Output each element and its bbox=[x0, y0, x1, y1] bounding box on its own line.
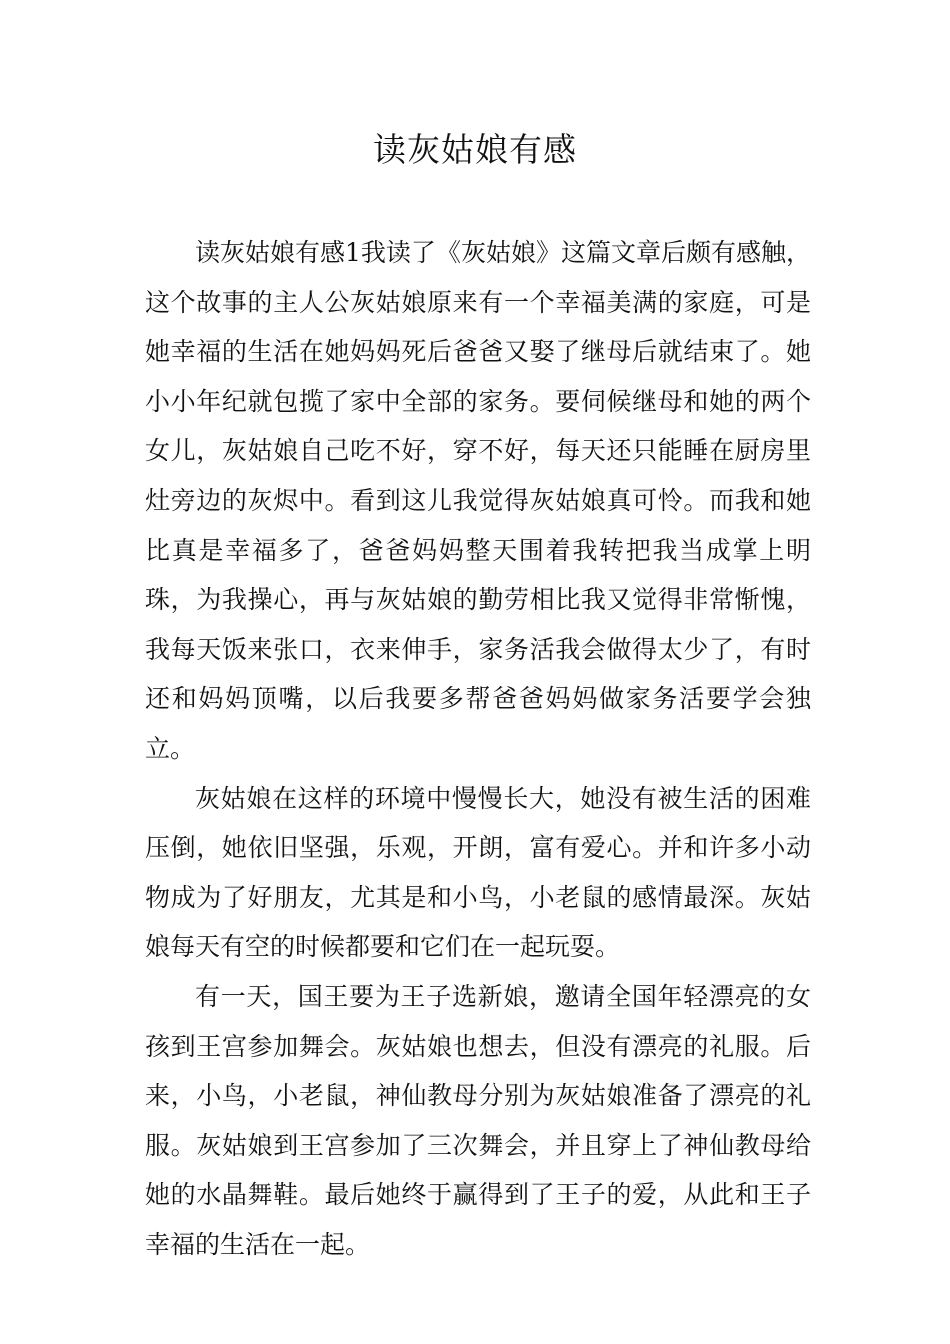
document-title: 读灰姑娘有感 bbox=[373, 130, 577, 169]
paragraph-3: 有一天，国王要为王子选新娘，邀请全国年轻漂亮的女孩到王宫参加舞会。灰姑娘也想去，但没有漂亮的礼服。后来，小鸟，小老鼠，神仙教母分别为灰姑娘准备了漂亮的礼服。灰姑娘到王宫参加了三次舞会，并且穿上了神仙教母给她的水晶舞鞋。最后她终于赢得到了王子的爱，从此和王子幸福的生活在一起。 bbox=[145, 981, 811, 1259]
paragraph-2: 灰姑娘在这样的环境中慢慢长大，她没有被生活的困难压倒，她依旧坚强，乐观，开朗，富有爱心。并和许多小动物成为了好朋友，尤其是和小鸟，小老鼠的感情最深。灰姑娘每天有空的时候都要和它们在一起玩耍。 bbox=[145, 783, 811, 962]
paragraph-1: 读灰姑娘有感1我读了《灰姑娘》这篇文章后颇有感触，这个故事的主人公灰姑娘原来有一个幸福美满的家庭，可是她幸福的生活在她妈妈死后爸爸又娶了继母后就结束了。她小小年纪就包揽了家中全部的家务。要伺候继母和她的两个女儿，灰姑娘自己吃不好，穿不好，每天还只能睡在厨房里灶旁边的灰烬中。看到这儿我觉得灰姑娘真可怜。而我和她比真是幸福多了，爸爸妈妈整天围着我转把我当成掌上明珠，为我操心，再与灰姑娘的勤劳相比我又觉得非常惭愧，我每天饭来张口，衣来伸手，家务活我会做得太少了，有时还和妈妈顶嘴，以后我要多帮爸爸妈妈做家务活要学会独立。 bbox=[145, 238, 811, 763]
document-body bbox=[145, 228, 811, 1269]
